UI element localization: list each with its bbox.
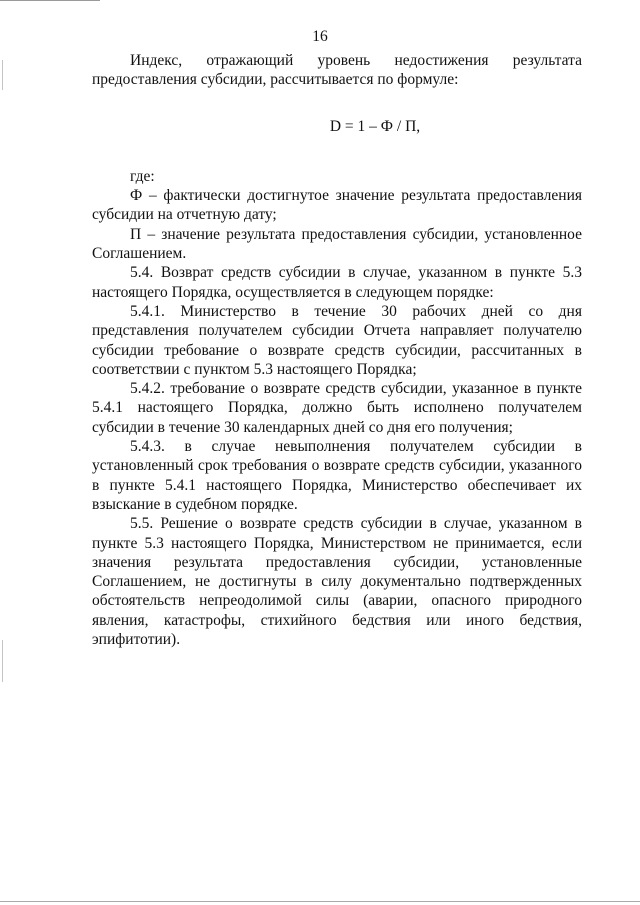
where-label: где: (130, 167, 155, 185)
scan-edge-left-2 (2, 640, 3, 682)
paragraph-5-4-3: 5.4.3. в случае невыполнения получателем субсидии в установленный срок требования о возврате средств субсидии, указанного в пункте 5.4.1 настоящего Порядка, Министерство обеспечивает их взыскание в судебном порядке. (92, 438, 582, 513)
formula: D = 1 – Ф / П, (329, 117, 421, 135)
pi-definition: П – значение результата предоставления субсидии, установленное Соглашением. (92, 225, 582, 263)
intro-word: Индекс, (130, 52, 183, 69)
scan-edge-left-1 (2, 60, 3, 90)
scan-edge-bottom (0, 901, 640, 902)
page-number: 16 (312, 28, 328, 45)
paragraph-5-4-2: 5.4.2. требование о возврате средств субсидии, указанное в пункте 5.4.1 настоящего Порядка, должно быть исполнено получателем субсидии в течение 30 календарных дней со дня его получения; (92, 380, 582, 436)
intro-word: отражающий (206, 52, 294, 69)
phi-definition: Ф – фактически достигнутое значение результата предоставления субсидии на отчетную дату; (92, 187, 582, 224)
scan-edge-top (0, 0, 100, 1)
intro-line-1 (92, 51, 582, 70)
paragraph-5-4: 5.4. Возврат средств субсидии в случае, указанном в пункте 5.3 настоящего Порядка, осуществляется в следующем порядке: (92, 264, 582, 301)
intro-word: недостижения (394, 52, 489, 69)
paragraph-5-5: 5.5. Решение о возврате средств субсидии в случае, указанном в пункте 5.3 настоящего Порядка, Министерством не принимается, если значения результата предоставления субсидии, установленные Соглашением, не достигнуты в силу документально подтвержденных обстоятельств непреодолимой силы (аварии, опасного природного явления, катастрофы, стихийного бедствия или иного бедствия, эпифитотии). (92, 515, 582, 649)
intro-word: результата (512, 52, 582, 69)
intro-word: уровень (317, 52, 371, 69)
body-text (92, 51, 582, 649)
paragraph-5-4-1: 5.4.1. Министерство в течение 30 рабочих дней со дня представления получателем субсидии Отчета направляет получателю субсидии требование о возврате средств субсидии, рассчитанных в соответствии с пунктом 5.3 настоящего Порядка; (92, 302, 582, 378)
intro-line-2: предоставления субсидии, рассчитывается по формуле: (92, 71, 459, 89)
